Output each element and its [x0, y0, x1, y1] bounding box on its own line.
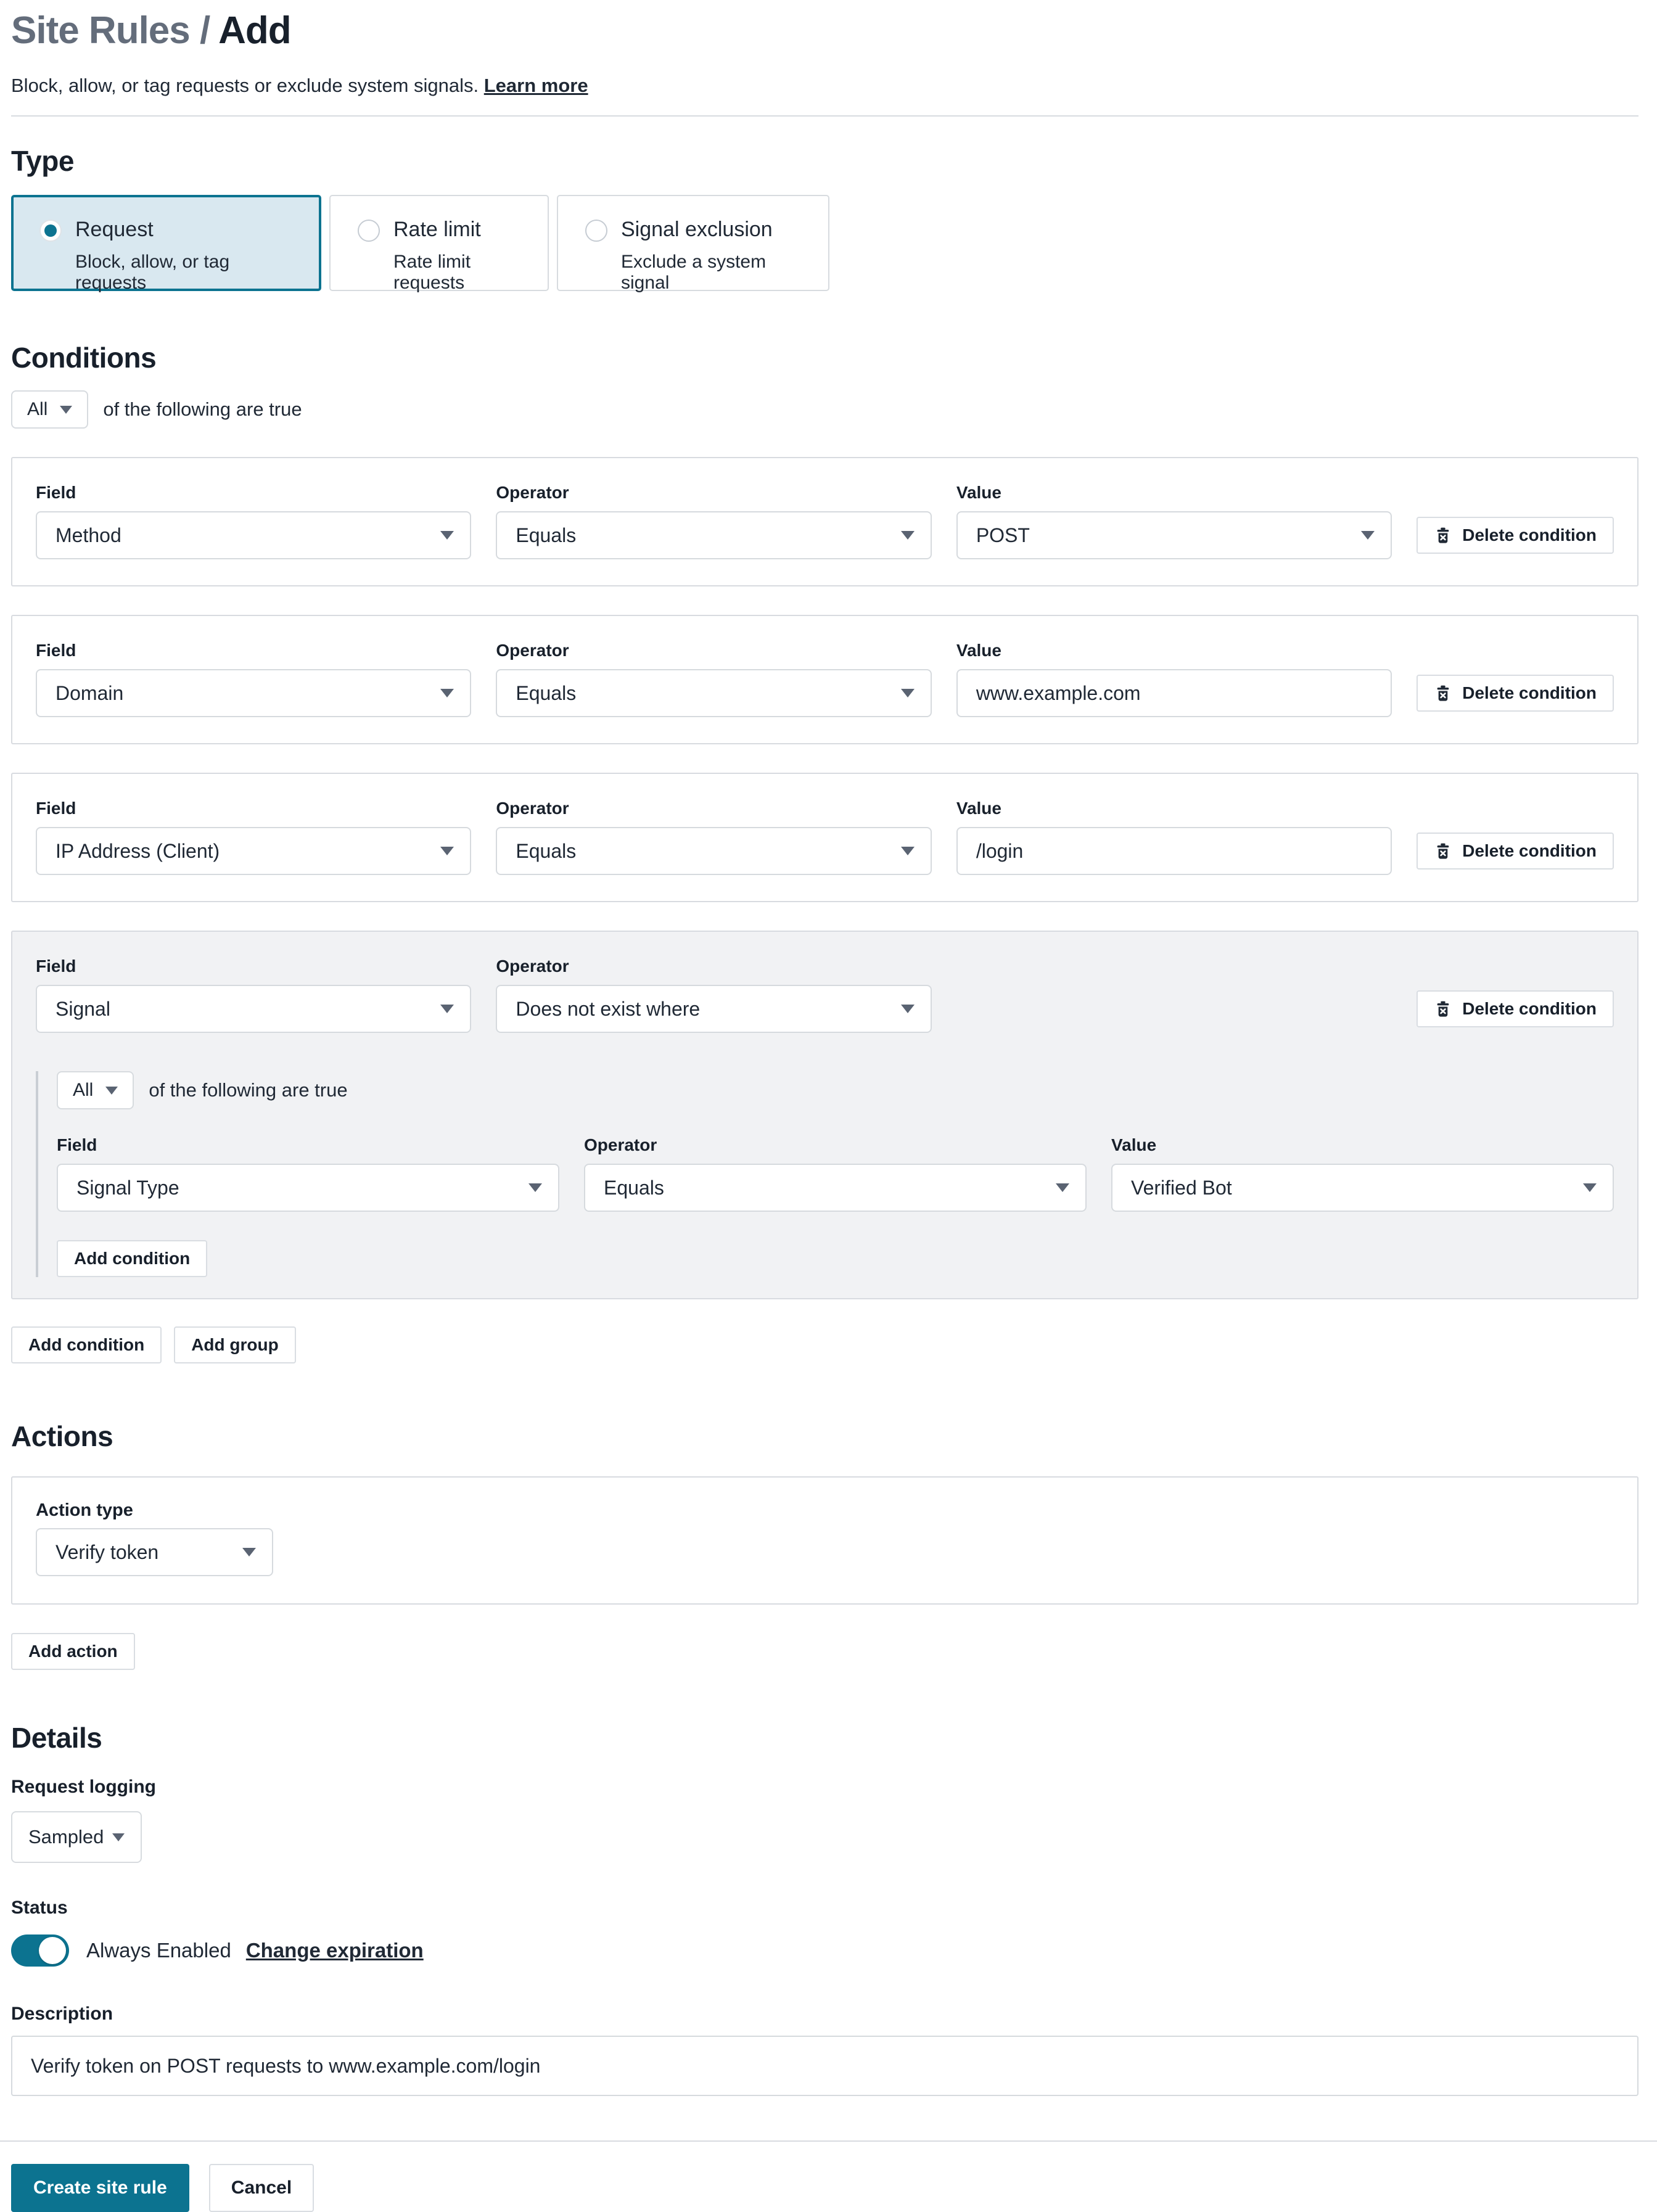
type-option-rate-limit[interactable]	[329, 195, 549, 294]
logic-suffix: of the following are true	[149, 1079, 348, 1101]
caret-down-icon	[440, 847, 454, 855]
conditions-logic-row	[11, 390, 1638, 429]
condition-panel-2	[11, 615, 1638, 744]
condition-panel-1	[11, 457, 1638, 586]
nested-logic-row	[57, 1071, 1614, 1109]
actions-heading: Actions	[11, 1420, 113, 1453]
trash-icon	[1434, 842, 1452, 860]
type-option-description: Block, allow, or tag requests	[75, 252, 230, 294]
delete-condition-button[interactable]: Delete condition	[1416, 517, 1614, 554]
request-logging-select[interactable]: Sampled	[11, 1811, 142, 1863]
caret-down-icon	[1583, 1183, 1597, 1192]
toggle-knob	[39, 1937, 66, 1964]
field-label: Field	[36, 799, 76, 818]
details-heading: Details	[11, 1722, 102, 1754]
header-divider	[11, 115, 1638, 117]
field-select[interactable]: Signal Type	[57, 1164, 559, 1212]
type-option-label: Request	[75, 218, 154, 242]
description-label: Description	[11, 2004, 113, 2025]
type-option-description: Exclude a system signal	[621, 252, 767, 294]
operator-label: Operator	[496, 956, 569, 976]
caret-down-icon	[440, 1005, 454, 1013]
radio-unselected-icon	[358, 220, 380, 242]
operator-select[interactable]: Equals	[584, 1164, 1087, 1212]
nested-condition-group	[36, 1071, 1614, 1277]
caret-down-icon	[1361, 531, 1375, 540]
action-type-label: Action type	[36, 1500, 133, 1521]
logic-suffix: of the following are true	[103, 398, 302, 421]
add-group-button[interactable]: Add group	[174, 1326, 296, 1363]
trash-icon	[1434, 684, 1452, 702]
description-input[interactable]	[11, 2036, 1638, 2096]
page-title	[11, 9, 1638, 52]
operator-label: Operator	[496, 641, 569, 660]
caret-down-icon	[112, 1833, 125, 1841]
caret-down-icon	[1056, 1183, 1069, 1192]
type-heading: Type	[11, 145, 74, 178]
field-select[interactable]: IP Address (Client)	[36, 827, 471, 875]
trash-icon	[1434, 1000, 1452, 1018]
delete-condition-button[interactable]: Delete condition	[1416, 990, 1614, 1027]
type-option-label: Rate limit	[393, 218, 481, 242]
field-label: Field	[36, 641, 76, 660]
caret-down-icon	[105, 1087, 118, 1095]
logic-select-value: All	[73, 1080, 94, 1101]
learn-more-link[interactable]: Learn more	[483, 75, 588, 97]
operator-select[interactable]: Equals	[496, 511, 931, 559]
add-condition-button[interactable]: Add condition	[11, 1326, 162, 1363]
caret-down-icon	[901, 689, 915, 697]
add-action-button[interactable]: Add action	[11, 1633, 135, 1670]
caret-down-icon	[440, 689, 454, 697]
status-label: Status	[11, 1897, 68, 1918]
field-select[interactable]: Method	[36, 511, 471, 559]
operator-label: Operator	[584, 1135, 657, 1155]
nested-logic-select[interactable]	[57, 1071, 134, 1109]
field-select[interactable]: Domain	[36, 669, 471, 717]
condition-group-panel	[11, 931, 1638, 1299]
field-select[interactable]: Signal	[36, 985, 471, 1033]
value-label: Value	[956, 641, 1001, 660]
caret-down-icon	[60, 406, 72, 414]
request-logging-label: Request logging	[11, 1777, 156, 1798]
action-type-select[interactable]: Verify token	[36, 1528, 273, 1576]
condition-panel-3	[11, 773, 1638, 902]
delete-condition-button[interactable]: Delete condition	[1416, 675, 1614, 712]
type-option-label: Signal exclusion	[621, 218, 773, 242]
caret-down-icon	[901, 531, 915, 540]
subtitle-text: Block, allow, or tag requests or exclude system signals.	[11, 75, 479, 97]
field-label: Field	[36, 483, 76, 503]
field-label: Field	[36, 956, 76, 976]
value-label: Value	[956, 483, 1001, 503]
caret-down-icon	[242, 1548, 256, 1556]
value-input[interactable]: www.example.com	[956, 669, 1392, 717]
value-label: Value	[1111, 1135, 1157, 1155]
logic-select-value: All	[27, 399, 48, 420]
value-select[interactable]: Verified Bot	[1111, 1164, 1614, 1212]
operator-select[interactable]: Equals	[496, 669, 931, 717]
page-subtitle	[11, 75, 1638, 97]
conditions-heading: Conditions	[11, 342, 157, 374]
actions-panel	[11, 1476, 1638, 1605]
breadcrumb-page: Add	[218, 9, 291, 52]
status-toggle[interactable]	[11, 1934, 69, 1967]
operator-select[interactable]: Equals	[496, 827, 931, 875]
field-label: Field	[57, 1135, 97, 1155]
nested-add-condition-button[interactable]: Add condition	[57, 1240, 207, 1277]
trash-icon	[1434, 526, 1452, 545]
footer-divider	[0, 2140, 1657, 2142]
logic-select[interactable]	[11, 390, 88, 429]
operator-label: Operator	[496, 799, 569, 818]
radio-unselected-icon	[585, 220, 607, 242]
caret-down-icon	[901, 1005, 915, 1013]
delete-condition-button[interactable]: Delete condition	[1416, 833, 1614, 870]
value-label: Value	[956, 799, 1001, 818]
type-option-request[interactable]	[11, 195, 321, 294]
cancel-button[interactable]: Cancel	[209, 2164, 314, 2212]
caret-down-icon	[440, 531, 454, 540]
value-select[interactable]: POST	[956, 511, 1392, 559]
value-input[interactable]: /login	[956, 827, 1392, 875]
breadcrumb-section: Site Rules /	[11, 9, 210, 52]
caret-down-icon	[901, 847, 915, 855]
create-site-rule-button[interactable]: Create site rule	[11, 2164, 189, 2212]
operator-select[interactable]: Does not exist where	[496, 985, 931, 1033]
type-option-description: Rate limit requests	[393, 252, 471, 294]
type-option-signal-exclusion[interactable]	[557, 195, 829, 294]
caret-down-icon	[528, 1183, 542, 1192]
status-value: Always Enabled	[86, 1939, 231, 1962]
change-expiration-link[interactable]: Change expiration	[245, 1939, 424, 1962]
operator-label: Operator	[496, 483, 569, 503]
radio-selected-icon	[39, 220, 62, 242]
type-options	[11, 195, 1638, 294]
